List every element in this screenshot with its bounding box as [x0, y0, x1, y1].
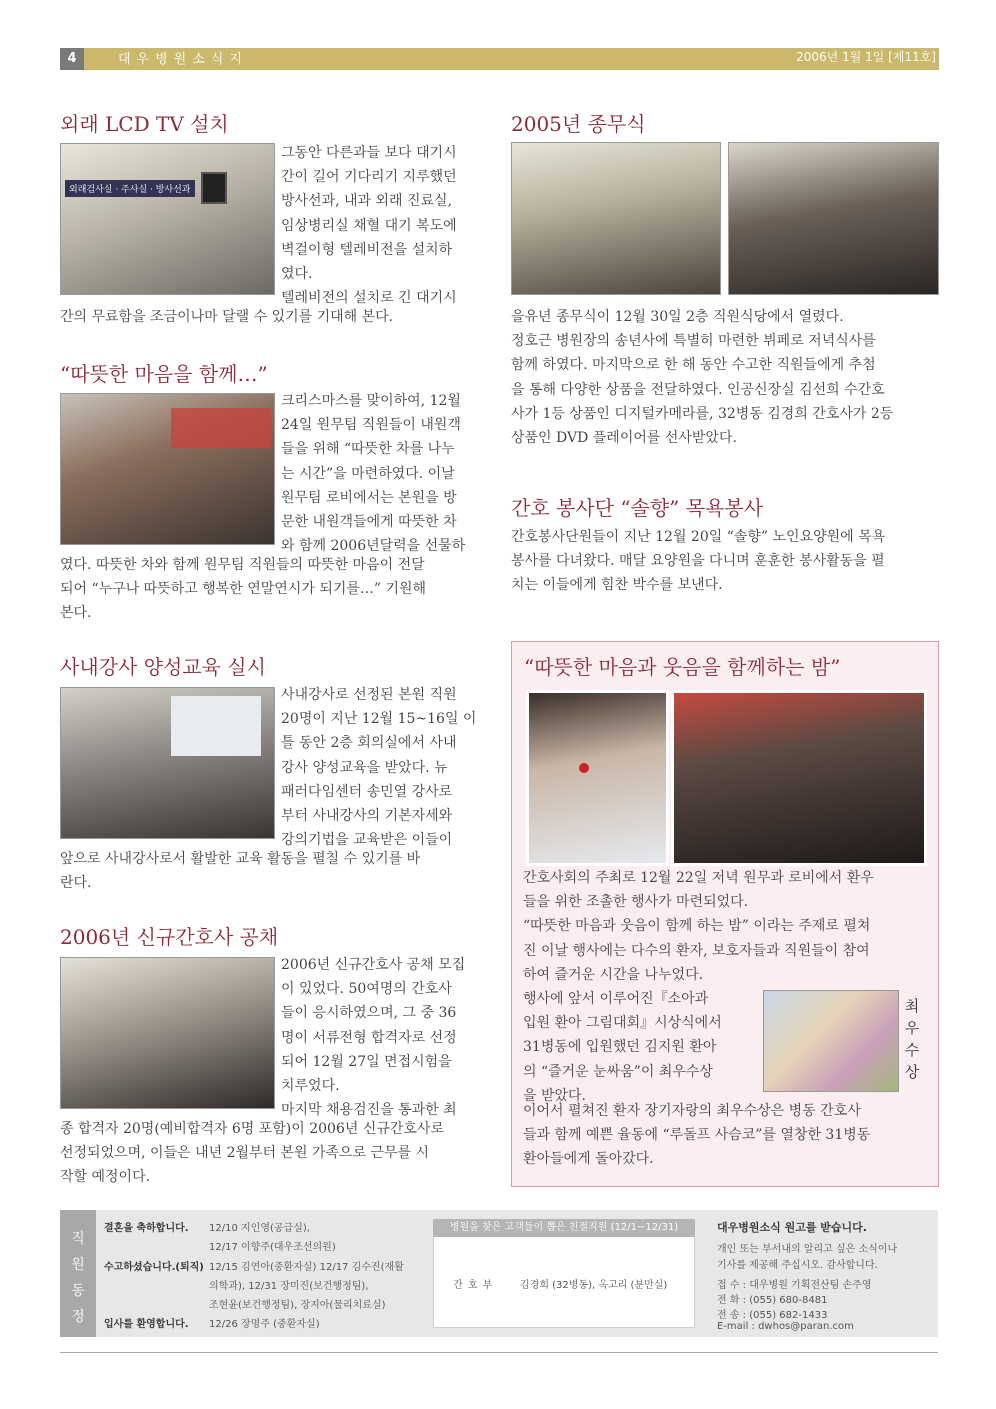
footer-line: 12/15 김연아(중환자실) 12/17 김수진(재활: [209, 1262, 404, 1273]
text-line: 간호사회의 주최로 12월 22일 저녁 원무과 로비에서 환우: [523, 870, 874, 886]
text-line: 들이 응시하였으며, 그 중 36: [281, 1005, 457, 1022]
footer-line: 12/17 이향주(대우조선의원): [209, 1242, 336, 1253]
award-char: 상: [904, 1063, 920, 1081]
footer-line: 의학과), 12/31 장미진(보건행정팀),: [209, 1281, 369, 1292]
text-line: 이 있었다. 50여명의 간호사: [281, 981, 452, 998]
nurse-interview-photo: [60, 957, 275, 1109]
text-line: 치는 이들에게 힘찬 박수를 보낸다.: [511, 577, 723, 594]
tv-screen: [201, 172, 227, 204]
text-line: 는 시간”을 마련하였다. 이날: [281, 465, 455, 482]
bottom-divider: [60, 1352, 938, 1353]
text-line: 텔레비전의 설치로 긴 대기시: [281, 290, 457, 307]
text-line: 상품인 DVD 플레이어를 선사받았다.: [511, 430, 737, 447]
warm-text-wide: [60, 553, 487, 626]
winning-drawing: [763, 990, 899, 1092]
text-line: 24일 원무팀 직원들이 내원객: [281, 417, 461, 434]
page-number: 4: [60, 48, 84, 70]
newsletter-title: 대우병원소식지: [118, 52, 248, 67]
footer-label-retire: 수고하셨습니다.(퇴직): [104, 1262, 204, 1273]
article-title-night: “따뜻한 마음과 웃음을 함께하는 밤”: [524, 655, 841, 679]
article-title-closing: 2005년 종무식: [511, 112, 646, 136]
kind-staff-header: 병원을 찾은 고객들이 뽑은 친절직원 (12/1~12/31): [433, 1219, 695, 1237]
text-line: 종 합격자 20명(예비합격자 6명 포함)이 2006년 신규간호사로: [60, 1121, 444, 1137]
volunteer-text: [511, 525, 937, 598]
contact-line: 접 수 : 대우병원 기획전산팀 손주영: [717, 1280, 872, 1291]
text-line: 패러다임센터 송민열 강사로: [281, 783, 453, 800]
closing-text: [511, 305, 937, 450]
text-line: 들을 위해 “따뜻한 차를 나누: [281, 441, 455, 458]
issue-date: 2006년 1월 1일 [제11호]: [796, 50, 936, 64]
text-line: 을 통해 다양한 상품을 전달하였다. 인공신장실 김선희 수간호: [511, 381, 885, 398]
lecturer-text-wide: [60, 847, 487, 895]
text-line: “따뜻한 마음과 웃음이 함께 하는 밤” 이라는 주제로 펼쳐: [523, 918, 871, 935]
text-line: 틀 동안 2층 회의실에서 사내: [281, 735, 457, 752]
text-line: 20명이 지난 12월 15~16일 이: [281, 711, 477, 728]
text-line: 간호봉사단원들이 지난 12월 20일 “솔향” 노인요양원에 목욕: [511, 529, 886, 545]
text-line: 방사선과, 내과 외래 진료실,: [281, 193, 453, 210]
text-line: 치루었다.: [281, 1078, 340, 1095]
submission-desc: 기사를 제공해 주십시오. 감사합니다.: [717, 1260, 878, 1271]
text-line: 강사 양성교육을 받았다. 뉴: [281, 759, 448, 776]
text-line: 란다.: [60, 875, 92, 892]
text-line: 함께 하였다. 마지막으로 한 해 동안 수고한 직원들에게 추첨: [511, 357, 876, 374]
closing-ceremony-photo-2: [728, 142, 939, 295]
text-line: 그동안 다른과들 보다 대기시: [281, 145, 457, 161]
text-line: 하여 즐거운 시간을 나누었다.: [523, 966, 704, 983]
red-nose-shape: [579, 763, 589, 773]
text-line: 환아들에게 돌아갔다.: [523, 1151, 654, 1168]
article-title-lcd: 외래 LCD TV 설치: [60, 112, 229, 136]
text-line: 문한 내원객들에게 따뜻한 차: [281, 514, 457, 531]
text-line: 봉사를 다녀왔다. 매달 요양원을 다니며 훈훈한 봉사활동을 펼: [511, 553, 885, 570]
article-title-volunteer: 간호 봉사단 “솔향” 목욕봉사: [511, 496, 764, 520]
text-line: 의 “즐거운 눈싸움”이 최우수상: [523, 1063, 713, 1080]
warm-tea-photo: [60, 393, 275, 545]
kind-staff-names: 김경희 (32병동), 옥고리 (분만실): [520, 1280, 668, 1291]
award-char: 수: [904, 1041, 920, 1059]
text-line: 을 받았다.: [523, 1087, 586, 1104]
text-line: 본다.: [60, 605, 92, 622]
lecturer-text-narrow: [281, 683, 487, 852]
text-line: 부터 사내강사의 기본자세와: [281, 808, 453, 825]
text-line: 와 함께 2006년달력을 선물하: [281, 538, 466, 555]
side-char: 원: [71, 1257, 85, 1273]
footer-line: 12/26 장명주 (중환자실): [209, 1319, 320, 1330]
text-line: 입원 환아 그림대회』시상식에서: [523, 1015, 722, 1032]
footer-side-label: [60, 1210, 96, 1337]
award-vertical-label: [899, 995, 925, 1083]
text-line: 간이 길어 기다리기 지루했던: [281, 169, 457, 186]
text-line: 임상병리실 채혈 대기 복도에: [281, 217, 457, 234]
lcd-tv-photo: [60, 143, 275, 295]
article-title-nurse: 2006년 신규간호사 공채: [60, 925, 279, 949]
nurse-text-wide: [60, 1117, 487, 1190]
text-line: 들을 위한 조촐한 행사가 마련되었다.: [523, 894, 749, 911]
banner-shape: [171, 408, 271, 448]
text-line: 2006년 신규간호사 공채 모집: [281, 957, 466, 973]
award-char: 최: [904, 997, 920, 1015]
side-char: 동: [71, 1283, 85, 1299]
submission-title: 대우병원소식 원고를 받습니다.: [717, 1221, 867, 1234]
text-line: 였다.: [281, 266, 313, 283]
footer-label-welcome: 입사를 환영합니다.: [104, 1319, 189, 1330]
text-line: 작할 예정이다.: [60, 1169, 151, 1186]
closing-ceremony-photo-1: [511, 142, 721, 295]
text-line: 진 이날 행사에는 다수의 환자, 보호자들과 직원들이 참여: [523, 942, 870, 959]
text-line: 크리스마스를 맞이하여, 12월: [281, 393, 461, 409]
text-line: 간의 무료함을 조금이나마 달랠 수 있기를 기대해 본다.: [60, 309, 394, 325]
performance-photo: [671, 690, 927, 866]
text-line: 벽걸이형 텔레비전을 설치하: [281, 241, 453, 258]
text-line: 사내강사로 선정된 본원 직원: [281, 687, 457, 703]
text-line: 이어서 펼쳐진 환자 장기자랑의 최우수상은 병동 간호사: [523, 1103, 861, 1119]
article-title-lecturer: 사내강사 양성교육 실시: [60, 655, 266, 679]
footer-line: 조현윤(보건행정팀), 장지아(물리치료실): [209, 1300, 386, 1311]
submission-desc: 개인 또는 부서내의 알리고 싶은 소식이나: [717, 1244, 898, 1255]
text-line: 31병동에 입원했던 김지원 환아: [523, 1039, 717, 1056]
contact-email[interactable]: E-mail : dwhos@paran.com: [717, 1321, 854, 1332]
side-char: 직: [71, 1231, 85, 1247]
contact-line: 전 송 : (055) 682-1433: [717, 1310, 828, 1321]
text-line: 사가 1등 상품인 디지털카메라를, 32병동 김경희 간호사가 2등: [511, 405, 894, 422]
text-line: 명이 서류전형 합격자로 선정: [281, 1029, 457, 1046]
warm-text-narrow: [281, 389, 487, 558]
text-line: 마지막 채용검진을 통과한 최: [281, 1102, 457, 1119]
lcd-text-wide: [60, 305, 487, 329]
award-char: 우: [904, 1019, 920, 1037]
text-line: 강의기법을 교육받은 이들이: [281, 832, 453, 849]
nurse-text-narrow: [281, 953, 487, 1122]
lcd-text-narrow: [281, 141, 487, 310]
text-line: 들과 함께 예쁜 율동에 “루돌프 사슴코”를 열창한 31병동: [523, 1127, 871, 1144]
footer-line: 12/10 지인영(공급실),: [209, 1223, 310, 1234]
text-line: 원무팀 로비에서는 본원을 방: [281, 489, 457, 506]
child-reindeer-photo: [526, 690, 669, 866]
text-line: 을유년 종무식이 12월 30일 2층 직원식당에서 열렸다.: [511, 309, 844, 325]
text-line: 되어 12월 27일 면접시험을: [281, 1053, 452, 1070]
lecturer-training-photo: [60, 687, 275, 839]
night-text-top: [523, 866, 927, 987]
text-line: 앞으로 사내강사로서 활발한 교육 활동을 펼칠 수 있기를 바: [60, 851, 421, 867]
text-line: 였다. 따뜻한 차와 함께 원무팀 직원들의 따뜻한 마음이 전달: [60, 557, 425, 573]
photo-sign-label: 외래검사실 · 주사실 · 방사선과: [65, 180, 195, 197]
projection-screen: [171, 696, 261, 756]
footer-label-marriage: 결혼을 축하합니다.: [104, 1223, 189, 1234]
night-text-bottom: [523, 1099, 927, 1172]
side-char: 정: [71, 1309, 85, 1325]
article-title-warm: “따뜻한 마음을 함께…”: [60, 362, 268, 386]
text-line: 정호근 병원장의 송년사에 특별히 마련한 뷔페로 저녁식사를: [511, 333, 876, 350]
text-line: 선정되었으며, 이들은 내년 2월부터 본원 가족으로 근무를 시: [60, 1145, 430, 1162]
text-line: 되어 “누구나 따뜻하고 행복한 연말연시가 되기를…” 기원해: [60, 581, 427, 598]
text-line: 행사에 앞서 이루어진『소아과: [523, 991, 709, 1007]
contact-line: 전 화 : (055) 680-8481: [717, 1295, 828, 1306]
kind-staff-dept: 간 호 부: [453, 1280, 494, 1291]
night-text-narrow: [523, 987, 755, 1108]
